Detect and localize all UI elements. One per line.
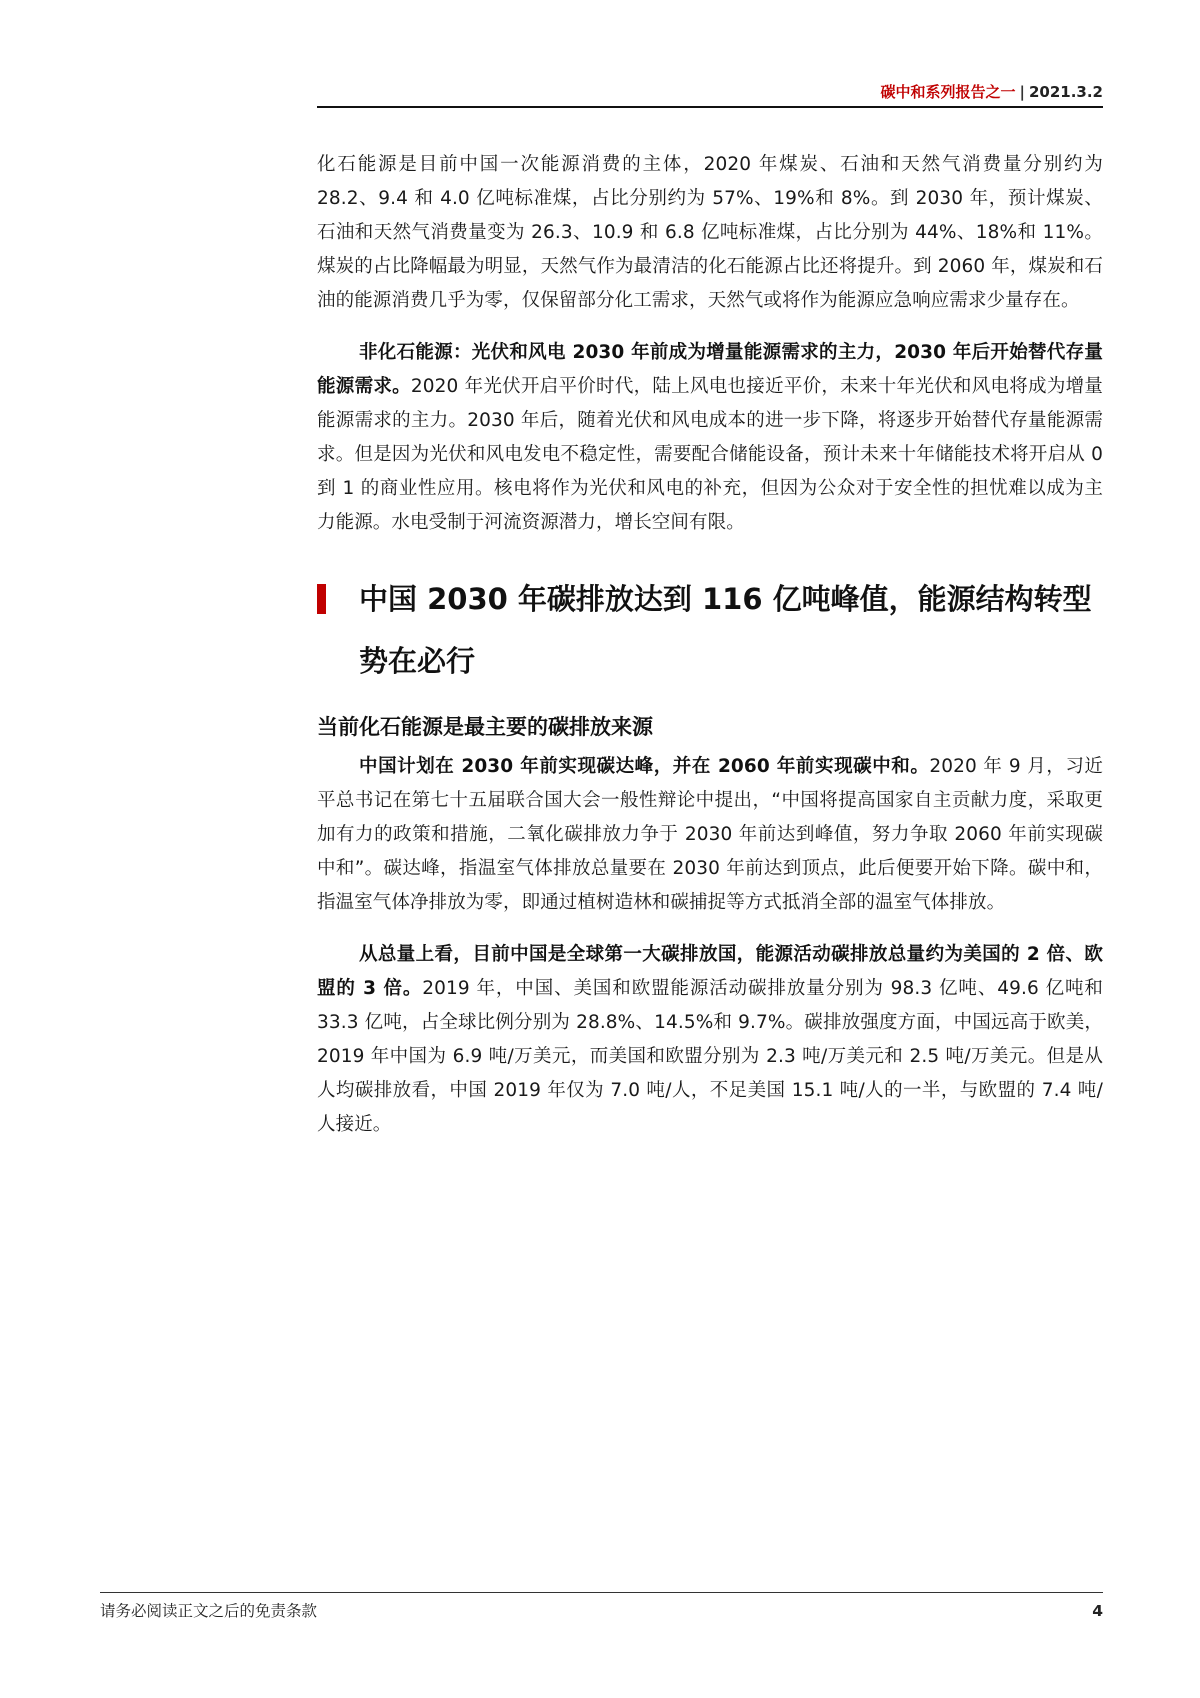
page-number: 4 <box>1092 1602 1103 1620</box>
subsection-heading: 当前化石能源是最主要的碳排放来源 <box>317 715 653 739</box>
paragraph-emission-total <box>317 938 1103 1142</box>
paragraph-body: 2019 年，中国、美国和欧盟能源活动碳排放量分别为 98.3 亿吨、49.6 亿吨和 33.3 亿吨，占全球比例分别为 28.8%、14.5%和 9.7%。碳排放强度方面，中国远高于欧美，2019 年中国为 6.9 吨/万美元，而美国和欧盟分别为 2.3 吨/万美元和 2.5 吨/万美元。但是从人均碳排放看，中国 2019 年仅为 7.0 吨/人，不足美国 15.1 吨/人的一半，与欧盟的 7.4 吨/人接近。 <box>317 978 1103 1135</box>
series-title: 碳中和系列报告之一 <box>880 83 1016 101</box>
report-date: 2021.3.2 <box>1028 83 1103 101</box>
document-body <box>317 148 1103 1142</box>
section-title: 中国 2030 年碳排放达到 116 亿吨峰值，能源结构转型势在必行 <box>359 582 1092 678</box>
paragraph-lead-bold: 中国计划在 2030 年前实现碳达峰，并在 2060 年前实现碳中和。 <box>359 756 930 777</box>
section-heading <box>317 568 1103 692</box>
paragraph-non-fossil-energy <box>317 336 1103 540</box>
paragraph-fossil-energy: 化石能源是目前中国一次能源消费的主体，2020 年煤炭、石油和天然气消费量分别约为 28.2、9.4 和 4.0 亿吨标准煤，占比分别约为 57%、19%和 8%。到 2030 年，预计煤炭、石油和天然气消费量变为 26.3、10.9 和 6.8 亿吨标准煤，占比分别为 44%、18%和 11%。煤炭的占比降幅最为明显，天然气作为最清洁的化石能源占比还将提升。到 2060 年，煤炭和石油的能源消费几乎为零，仅保留部分化工需求，天然气或将作为能源应急响应需求少量存在。 <box>317 154 1103 311</box>
footer-divider <box>100 1592 1103 1593</box>
header-divider <box>317 106 1103 108</box>
report-header <box>317 82 1103 102</box>
paragraph-body: 2020 年光伏开启平价时代，陆上风电也接近平价，未来十年光伏和风电将成为增量能源需求的主力。2030 年后，随着光伏和风电成本的进一步下降，将逐步开始替代存量能源需求。但是因为光伏和风电发电不稳定性，需要配合储能设备，预计未来十年储能技术将开启从 0 到 1 的商业性应用。核电将作为光伏和风电的补充，但因为公众对于安全性的担忧难以成为主力能源。水电受制于河流资源潜力，增长空间有限。 <box>317 376 1103 533</box>
header-separator: | <box>1019 83 1025 101</box>
section-marker-bar <box>317 584 326 614</box>
paragraph-body: 2020 年 9 月，习近平总书记在第七十五届联合国大会一般性辩论中提出，“中国将提高国家自主贡献力度，采取更加有力的政策和措施，二氧化碳排放力争于 2030 年前达到峰值，努力争取 2060 年前实现碳中和”。碳达峰，指温室气体排放总量要在 2030 年前达到顶点，此后便要开始下降。碳中和，指温室气体净排放为零，即通过植树造林和碳捕捉等方式抵消全部的温室气体排放。 <box>317 756 1103 913</box>
disclaimer-note: 请务必阅读正文之后的免责条款 <box>100 1602 318 1620</box>
paragraph-lead-bold: 从总量上看，目前中国是全球第一大碳排放国，能源活动碳排放总量约为美国的 2 倍、欧盟的 3 倍。 <box>317 944 1103 999</box>
paragraph-lead-bold: 非化石能源：光伏和风电 2030 年前成为增量能源需求的主力，2030 年后开始替代存量能源需求。 <box>317 342 1103 397</box>
paragraph-carbon-plan <box>317 750 1103 920</box>
